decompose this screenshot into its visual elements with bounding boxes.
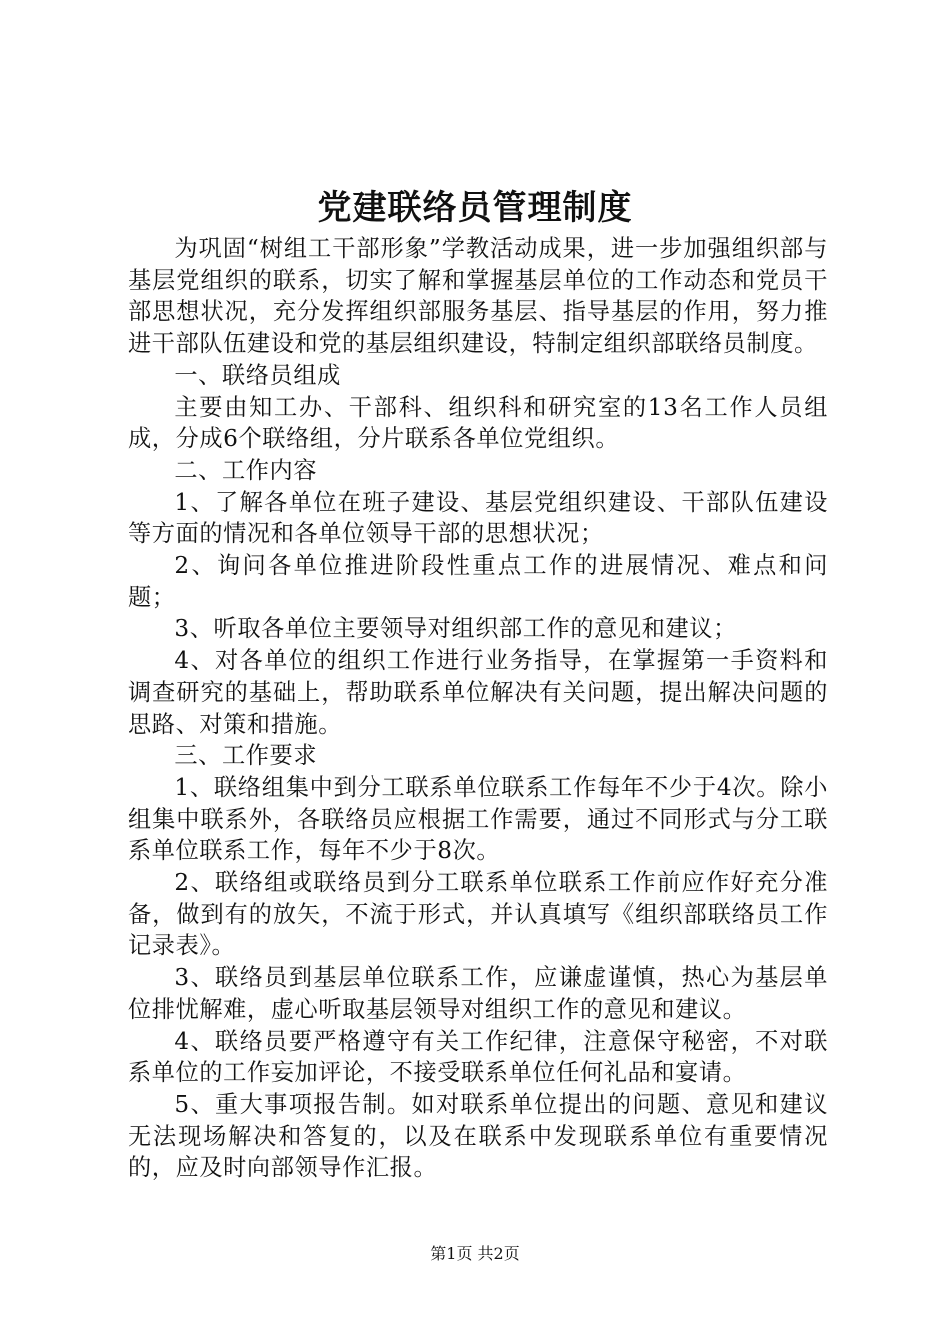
requirement-item-3: 3、联络员到基层单位联系工作，应谦虚谨慎，热心为基层单位排忧解难，虚心听取基层领导对组织工作的意见和建议。 [128, 964, 828, 1023]
requirement-item-4: 4、联络员要严格遵守有关工作纪律，注意保守秘密，不对联系单位的工作妄加评论，不接受联系单位任何礼品和宴请。 [128, 1027, 828, 1087]
content-item-2: 2、询问各单位推进阶段性重点工作的进展情况、难点和问题； [128, 552, 828, 611]
intro-paragraph: 为巩固“树组工干部形象”学教活动成果，进一步加强组织部与基层党组织的联系，切实了解和掌握基层单位的工作动态和党员干部思想状况，充分发挥组织部服务基层、指导基层的作用，努力推进干部队伍建设和党的基层组织建设，特制定组织部联络员制度。 [128, 235, 828, 358]
content-item-4: 4、对各单位的组织工作进行业务指导，在掌握第一手资料和调查研究的基础上，帮助联系单位解决有关问题，提出解决问题的思路、对策和措施。 [128, 647, 828, 738]
requirement-item-5: 5、重大事项报告制。如对联系单位提出的问题、意见和建议无法现场解决和答复的，以及在联系中发现联系单位有重要情况的，应及时向部领导作汇报。 [128, 1090, 828, 1182]
page-footer: 第1页 共2页 [430, 1244, 520, 1263]
content-item-3: 3、听取各单位主要领导对组织部工作的意见和建议； [174, 615, 737, 643]
section-heading-content: 二、工作内容 [174, 456, 318, 484]
requirement-item-1: 1、联络组集中到分工联系单位联系工作每年不少于4次。除小组集中联系外，各联络员应根据工作需要，通过不同形式与分工联系单位联系工作，每年不少于8次。 [128, 773, 828, 865]
content-item-1: 1、了解各单位在班子建设、基层党组织建设、干部队伍建设等方面的情况和各单位领导干部的思想状况； [128, 488, 828, 548]
section-heading-requirements: 三、工作要求 [174, 742, 318, 770]
document-title: 党建联络员管理制度 [317, 188, 633, 228]
requirement-item-2: 2、联络组或联络员到分工联系单位联系工作前应作好充分准备，做到有的放矢，不流于形式，并认真填写《组织部联络员工作记录表》。 [128, 869, 828, 960]
document-body [128, 233, 828, 1184]
composition-paragraph: 主要由知工办、干部科、组织科和研究室的13名工作人员组成，分成6个联络组，分片联系各单位党组织。 [128, 393, 828, 453]
section-heading-composition: 一、联络员组成 [174, 361, 341, 389]
